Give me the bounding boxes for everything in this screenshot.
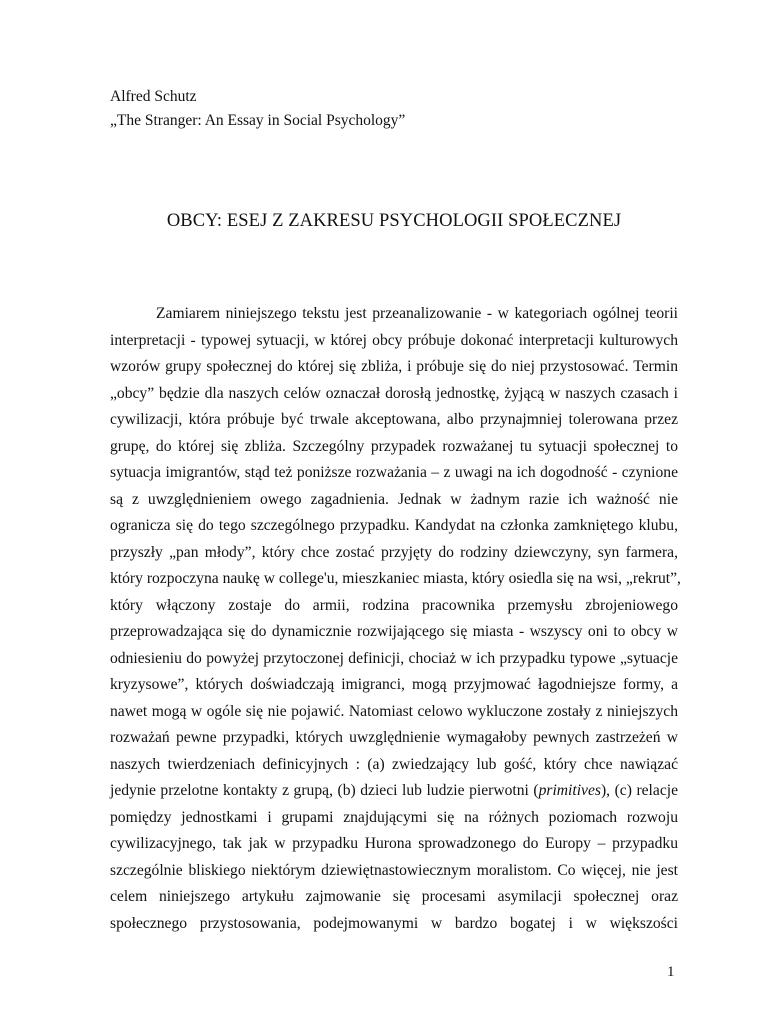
paragraph-line: wzorów grupy społecznej do której się zbliża, i próbuje się do niej przystosować. Termin (110, 358, 678, 375)
paragraph-line: cywilizacyjnego, tak jak w przypadku Hurona sprowadzonego do Europy – przypadku (110, 835, 678, 852)
paragraph-line: szczególnie bliskiego niektórym dziewiętnastowiecznym moralistom. Co więcej, nie jest (110, 861, 678, 879)
body-paragraph (110, 301, 681, 937)
paragraph-line: „obcy” będzie dla naszych celów oznaczał dorosłą jednostkę, żyjącą w naszych czasach i (110, 384, 678, 402)
paragraph-line: który rozpoczyna naukę w college'u, mieszkaniec miasta, który osiedla się na wsi, „rekrut”, (110, 570, 681, 587)
paragraph-line: kryzysowe”, których doświadczają imigranci, mogą przyjmować łagodniejsze formy, a (110, 676, 678, 693)
paragraph-line: odniesieniu do powyżej przytoczonej definicji, chociaż w ich przypadku typowe „sytuacje (110, 649, 678, 667)
page-number: 1 (667, 964, 675, 980)
line-head: jedynie przelotne kontakty z grupą, (b) dzieci lub ludzie pierwotni ( (110, 782, 539, 799)
paragraph-line: interpretacji - typowej sytuacji, w której obcy próbuje dokonać interpretacji kulturowych (110, 331, 678, 349)
line-tail: ), (c) relacje (600, 782, 678, 799)
paragraph-line: rozważań pewne przypadki, których uwzględnienie wymagałoby pewnych zastrzeżeń w (110, 729, 678, 746)
original-title: „The Stranger: An Essay in Social Psychology” (110, 112, 406, 129)
paragraph-line: ogranicza się do tego szczególnego przypadku. Kandydat na członka zamkniętego klubu, (110, 517, 678, 534)
document-title: OBCY: ESEJ Z ZAKRESU PSYCHOLOGII SPOŁECZNEJ (166, 211, 622, 231)
paragraph-line: pomiędzy jednostkami i grupami znajdującymi się na różnych poziomach rozwoju (110, 808, 678, 826)
paragraph-line: są z uwzględnieniem owego zagadnienia. Jednak w żadnym razie ich ważność nie (110, 490, 678, 508)
paragraph-line: cywilizacji, która próbuje być trwale akceptowana, albo przynajmniej tolerowana przez (110, 411, 678, 428)
author-name: Alfred Schutz (110, 88, 197, 105)
italic-term: primitives (538, 782, 601, 799)
paragraph-line: społecznego przystosowania, podejmowanymi w bardzo bogatej i w większości (110, 914, 678, 932)
paragraph-line: przeprowadzająca się do dynamicznie rozwijającego się miasta - wszyscy oni to obcy w (110, 623, 678, 640)
paragraph-line: przyszły „pan młody”, który chce zostać przyjęty do rodziny dziewczyny, syn farmera, (110, 543, 678, 561)
paragraph-line: naszych twierdzeniach definicyjnych : (a) zwiedzający lub gość, który chce nawiązać (110, 755, 678, 773)
document-header (110, 85, 405, 133)
paragraph-line-with-italic (110, 778, 678, 805)
paragraph-line: celem niniejszego artykułu zajmowanie się procesami asymilacji społecznej oraz (110, 888, 678, 905)
paragraph-line: grupę, do której się zbliża. Szczególny przypadek rozważanej tu sytuacji społecznej to (110, 437, 678, 455)
paragraph-line: sytuacja imigrantów, stąd też poniższe rozważania – z uwagi na ich dogodność - czynione (110, 464, 678, 481)
paragraph-line: który włączony zostaje do armii, rodzina pracownika przemysłu zbrojeniowego (110, 596, 678, 614)
paragraph-line: nawet mogą w ogóle się nie pojawić. Natomiast celowo wykluczone zostały z niniejszych (110, 702, 678, 720)
paragraph-line: Zamiarem niniejszego tekstu jest przeanalizowanie - w kategoriach ogólnej teorii (156, 305, 678, 322)
